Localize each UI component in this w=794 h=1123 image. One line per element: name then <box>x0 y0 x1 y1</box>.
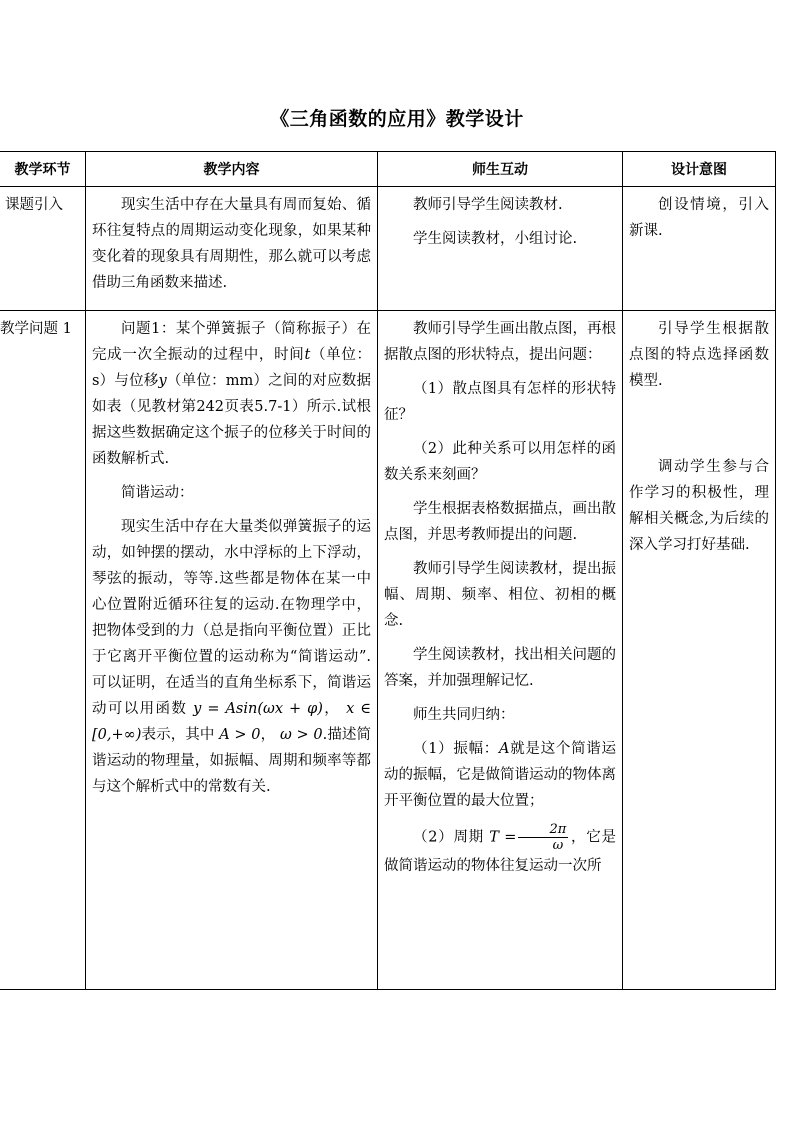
row1-intent-cell <box>623 187 776 311</box>
row1-intent-text: 创设情境，引入新课. <box>629 197 769 239</box>
row2-content-harmonic: 现实生活中存在大量类似弹簧振子的运动，如钟摆的摆动，水中浮标的上下浮动，琴弦的振动，等等.这些都是物体在某一中心位置附近循环往复的运动.在物理学中，把物体受到的力（总是指向平衡位置）正比于它离开平衡位置的运动称为“简谐运动”.可以证明，在适当的直角坐标系下，简谐运动可以用函数 y = Asin(ωx + φ)， x ∈ [0,+∞)表示，其中 A > 0， ω > 0.描述简谐运动的物理量，如振幅、周期和频率等都与这个解析式中的常数有关. <box>92 519 372 795</box>
formula-sin: y = Asin(ωx + φ) <box>193 701 323 717</box>
formula-domain: x ∈ [0,+∞) <box>92 701 372 743</box>
row1-interaction-text-2: 学生阅读教材，小组讨论. <box>413 231 578 247</box>
row2-content-heading: 简谐运动： <box>121 485 194 501</box>
lesson-plan-table <box>0 151 776 990</box>
row2-content-cell <box>86 311 378 990</box>
row2-interaction-p5: 教师引导学生阅读教材，提出振幅、周期、频率、相位、初相的概念. <box>384 561 616 629</box>
row2-intent-cell <box>623 311 776 990</box>
row2-content-problem: 问题1：某个弹簧振子（简称振子）在完成一次全振动的过程中，时间t（单位：s）与位移y（单位：mm）之间的对应数据如表（见教材第242页表5.7-1）所示.试根据这些数据确定这个振子的位移关于时间的函数解析式. <box>92 321 372 467</box>
header-interaction: 师生互动 <box>378 152 623 187</box>
table-header-row <box>0 152 776 187</box>
row2-intent-text-2: 调动学生参与合作学习的积极性，理解相关概念,为后续的深入学习打好基础. <box>629 459 769 553</box>
header-intent: 设计意图 <box>623 152 776 187</box>
row2-interaction-p2: （1）散点图具有怎样的形状特征？ <box>384 381 616 423</box>
header-content: 教学内容 <box>86 152 378 187</box>
row2-stage: 教学问题 1 <box>0 321 72 337</box>
period-fraction: $\frac{2\pi}{\omega}$ <box>518 822 568 853</box>
header-stage: 教学环节 <box>0 152 86 187</box>
row2-interaction-p9: （2）周期 T = $\frac{2\pi}{\omega}$ ，它是做简谐运动的物体往复运动一次所 <box>384 822 616 874</box>
row2-interaction-cell <box>378 311 623 990</box>
row2-interaction-p8: （1）振幅：A就是这个简谐运动的振幅，它是做简谐运动的物体离开平衡位置的最大位置； <box>384 741 616 809</box>
row1-stage: 课题引入 <box>5 197 63 213</box>
row2-interaction-p7: 师生共同归纳： <box>413 707 515 723</box>
table-row <box>0 187 776 311</box>
row1-content-cell <box>86 187 378 311</box>
page-title: 《三角函数的应用》教学设计 <box>270 108 524 130</box>
row2-interaction-p6: 学生阅读教材，找出相关问题的答案，并加强理解记忆. <box>384 647 616 689</box>
row2-stage-cell <box>0 311 86 990</box>
row2-intent-text-1: 引导学生根据散点图的特点选择函数模型. <box>629 321 769 389</box>
row1-interaction-text-1: 教师引导学生阅读教材. <box>413 197 563 213</box>
row1-interaction-cell <box>378 187 623 311</box>
row1-stage-cell <box>0 187 86 311</box>
row2-interaction-p4: 学生根据表格数据描点，画出散点图，并思考教师提出的问题. <box>384 501 616 543</box>
row2-interaction-p1: 教师引导学生画出散点图，再根据散点图的形状特点，提出问题： <box>384 321 616 363</box>
row1-content-text: 现实生活中存在大量具有周而复始、循环往复特点的周期运动变化现象，如果某种变化着的现象具有周期性，那么就可以考虑借助三角函数来描述. <box>92 197 371 291</box>
row2-interaction-p3: （2）此种关系可以用怎样的函数关系来刻画？ <box>384 441 616 483</box>
table-row <box>0 311 776 990</box>
